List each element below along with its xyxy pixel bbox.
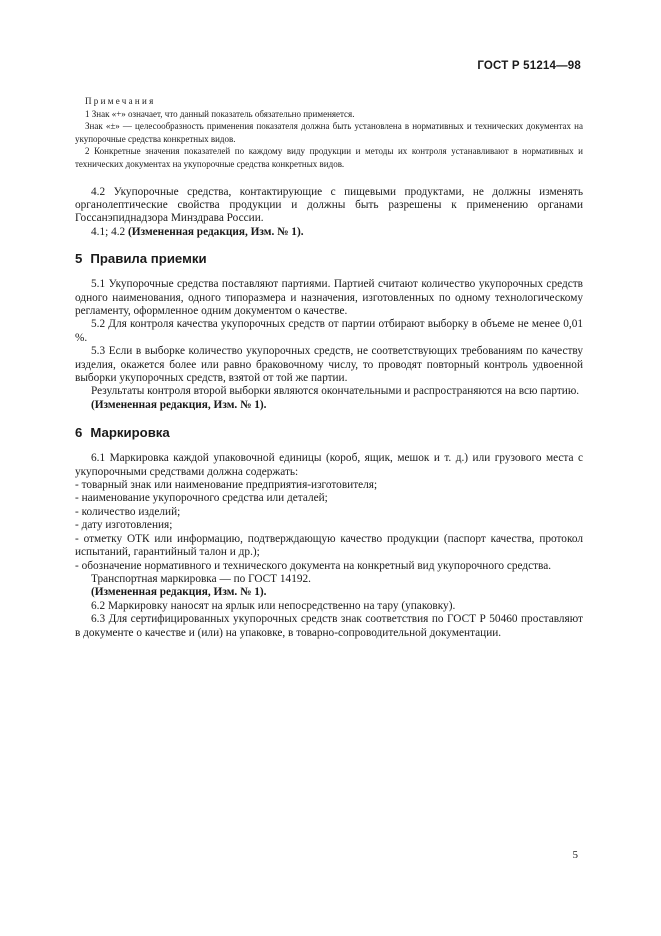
page-number: 5 [572, 849, 578, 861]
edition-note-4-text: (Измененная редакция, Изм. № 1). [128, 225, 304, 238]
list-item: - отметку ОТК или информацию, подтверждающую качество продукции (паспорт качества, протокол испытаний, гарантийный талон и др.); [75, 532, 583, 559]
section-5-title: Правила приемки [90, 251, 207, 267]
paragraph-6-3: 6.3 Для сертифицированных укупорочных средств знак соответствия по ГОСТ Р 50460 проставляют в документе о качестве и (или) на упаковке, в товарно-сопроводительной документации. [75, 613, 583, 639]
note-1-b: Знак «±» — целесообразность применения показателя должна быть установлена в нормативных и технических документах на укупорочные средства конкретных видов. [75, 121, 583, 144]
note-1-a: 1 Знак «+» означает, что данный показатель обязательно применяется. [85, 108, 355, 119]
list-item: - дату изготовления; [75, 519, 173, 532]
paragraph-5-3: 5.3 Если в выборке количество укупорочных средств, не соответствующих требованиям по качеству изделия, окажется более или равно браковочному числу, то проводят повторный контроль удвоенной выборки укупорочных средств, взятой от той же партии. [75, 345, 583, 385]
section-6-title: Маркировка [90, 425, 170, 441]
list-item: - обозначение нормативного и технического документа на конкретный вид укупорочного средства. [75, 559, 552, 572]
page-content [75, 95, 583, 640]
paragraph-5-2: 5.2 Для контроля качества укупорочных средств от партии отбирают выборку в объеме не менее 0,01 %. [75, 318, 583, 344]
edition-note-6: (Измененная редакция, Изм. № 1). [91, 586, 267, 599]
paragraph-5-results: Результаты контроля второй выборки являются окончательными и распространяются на всю партию. [91, 385, 580, 398]
note-2: 2 Конкретные значения показателей по каждому виду продукции и методы их контроля устанавливают в нормативных и технических документах на укупорочные средства конкретных видов. [75, 146, 583, 169]
paragraph-5-1: 5.1 Укупорочные средства поставляют партиями. Партией считают количество укупорочных средств одного наименования, одного типоразмера и назначения, изготовленных по одному технологическому регламенту, оформленное одним документом о качестве. [75, 278, 583, 317]
edition-note-4 [75, 226, 583, 239]
section-6-heading [75, 425, 583, 440]
edition-note-5: (Измененная редакция, Изм. № 1). [91, 398, 267, 411]
notes-block [75, 95, 583, 171]
section-6-number: 6 [75, 425, 83, 441]
notes-title: Примечания [85, 96, 156, 106]
list-item: - количество изделий; [75, 505, 181, 518]
edition-note-4-prefix: 4.1; 4.2 [91, 225, 126, 238]
section-5-number: 5 [75, 251, 83, 267]
transport-marking: Транспортная маркировка — по ГОСТ 14192. [91, 572, 311, 585]
list-item: - наименование укупорочного средства или деталей; [75, 492, 328, 505]
paragraph-6-2: 6.2 Маркировку наносят на ярлык или непосредственно на тару (упаковку). [91, 599, 456, 612]
paragraph-6-1: 6.1 Маркировка каждой упаковочной единицы (короб, ящик, мешок и т. д.) или грузового места с укупорочными средствами должна содержать: [75, 452, 583, 478]
paragraph-4-2: 4.2 Укупорочные средства, контактирующие с пищевыми продуктами, не должны изменять органолептические свойства продукции и должны быть разрешены к применению органами Госсанэпиднадзора Минздрава России. [75, 185, 583, 225]
list-item: - товарный знак или наименование предприятия-изготовителя; [75, 479, 378, 492]
document-code-header: ГОСТ Р 51214—98 [477, 60, 581, 72]
section-5-heading [75, 251, 583, 266]
